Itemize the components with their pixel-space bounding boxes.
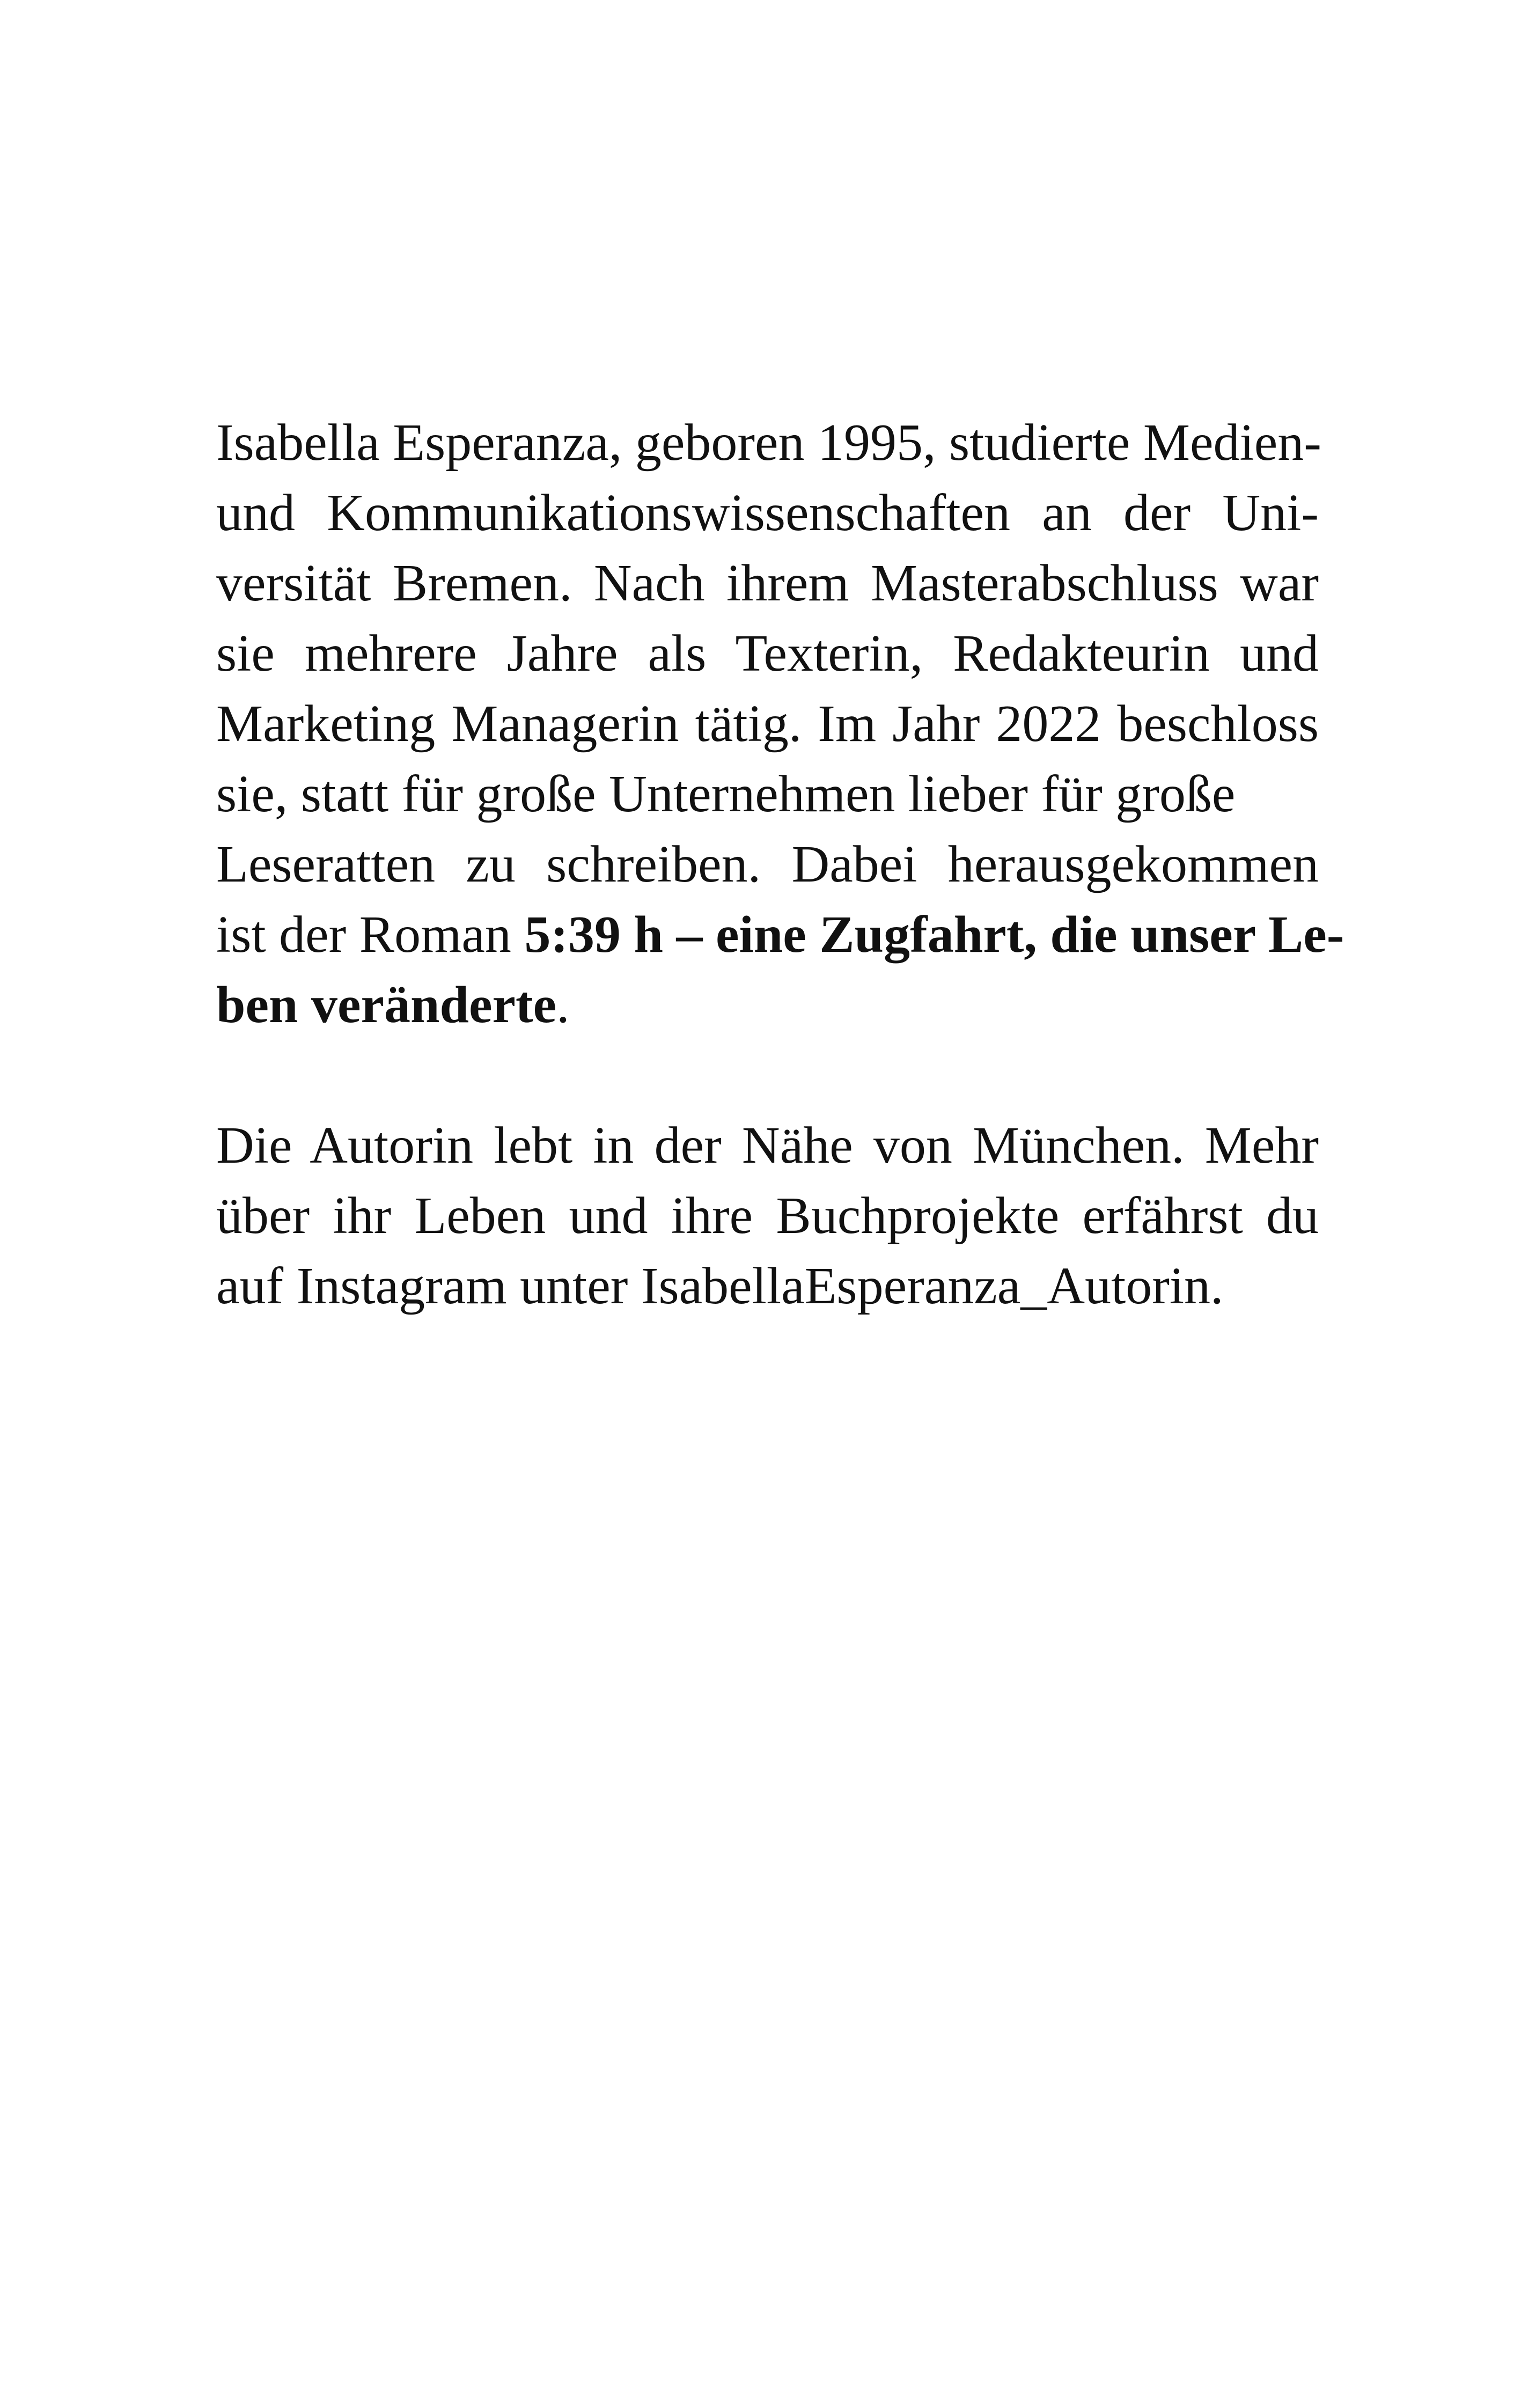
text-line: versität Bremen. Nach ihrem Masterabschluss war [216, 554, 1319, 612]
text-line: Die Autorin lebt in der Nähe von München. Mehr [216, 1117, 1319, 1174]
text-line: auf Instagram unter IsabellaEsperanza_Autorin. [216, 1257, 1224, 1315]
text-fragment: ist der Roman [216, 906, 525, 964]
text-line: Leseratten zu schreiben. Dabei herausgekommen [216, 835, 1319, 893]
book-page-content [216, 408, 1344, 1322]
text-line: sie mehrere Jahre als Texterin, Redakteurin und [216, 625, 1319, 682]
text-fragment: . [556, 976, 570, 1034]
text-line: Isabella Esperanza, geboren 1995, studierte Medien- [216, 414, 1321, 472]
text-line-with-title [216, 970, 1319, 1040]
book-title-continued: ben veränderte [216, 976, 557, 1034]
text-line: sie, statt für große Unternehmen lieber für große [216, 765, 1236, 823]
text-line: und Kommunikationswissenschaften an der Uni- [216, 484, 1319, 542]
book-title: 5:39 h – eine Zugfahrt, die unser Le- [524, 906, 1344, 964]
text-line: Marketing Managerin tätig. Im Jahr 2022 beschloss [216, 695, 1319, 753]
author-bio-paragraph [216, 408, 1344, 1040]
author-residence-paragraph [216, 1111, 1319, 1322]
text-line: über ihr Leben und ihre Buchprojekte erfährst du [216, 1187, 1319, 1245]
text-line-with-title [216, 900, 1344, 970]
